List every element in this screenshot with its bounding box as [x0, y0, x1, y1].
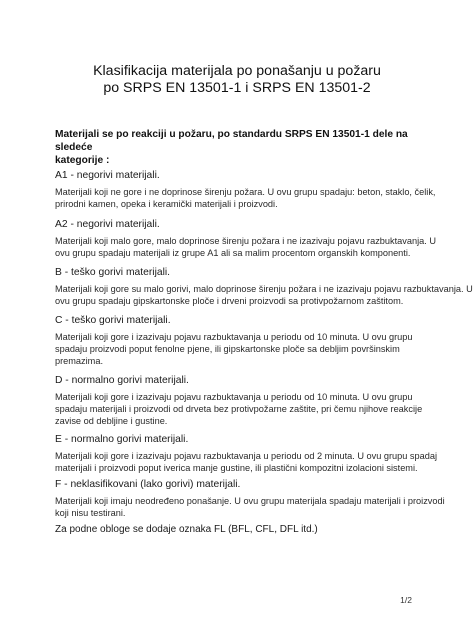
section-body: [55, 186, 435, 210]
section-line: Materijali koji gore i izazivaju pojavu razbuktavanja u periodu od 2 minuta. U ovu grupu spadaj: [55, 451, 438, 461]
section-line: Materijali koji imaju neodređeno ponašanje. U ovu grupu materijala spadaju materijali i proizvodi: [55, 496, 445, 506]
section-heading: A2 - negorivi materijali.: [55, 219, 160, 230]
page-title: [0, 63, 474, 97]
section-body: [55, 450, 438, 474]
section-line: spadaju proizvodi poput fenolne pjene, ili gipskartonske ploče sa debljim površinskim: [55, 344, 400, 354]
title-line-2: po SRPS EN 13501-1 i SRPS EN 13501-2: [103, 80, 371, 96]
section-heading: B - teško gorivi materijali.: [55, 267, 171, 278]
section-line: ovu grupu spadaju materijali iz grupe A1 ali sa malim procentom organskih komponenti.: [55, 248, 411, 258]
section-line: prirodni kamen, opeka i keramički materijali i proizvodi.: [55, 199, 278, 209]
section-a1: [55, 169, 435, 210]
section-body: [55, 495, 445, 519]
footer-note: Za podne obloge se dodaje oznaka FL (BFL, CFL, DFL itd.): [55, 524, 318, 535]
section-line: premazima.: [55, 356, 103, 366]
section-body: [55, 331, 435, 367]
intro-line-1: Materijali se po reakciji u požaru, po standardu SRPS EN 13501-1 dele na sledeće: [55, 129, 408, 153]
section-line: Materijali koji gore i izazivaju pojavu razbuktavanja u periodu od 10 minuta. U ovu grupu: [55, 332, 413, 342]
section-line: spadaju materijali i proizvodi od drveta bez protivpožarne zaštite, pri čemu njihove reakcije: [55, 404, 423, 414]
section-heading: F - neklasifikovani (lako gorivi) materijali.: [55, 479, 241, 490]
intro-line-2: kategorije :: [55, 155, 110, 166]
section-heading: C - teško gorivi materijali.: [55, 315, 171, 326]
section-line: Materijali koji gore i izazivaju pojavu razbuktavanja u periodu od 10 minuta. U ovu grupu: [55, 392, 413, 402]
section-heading: E - normalno gorivi materijali.: [55, 434, 189, 445]
section-b: [55, 266, 473, 307]
intro-paragraph: [55, 128, 430, 167]
section-line: materijali i proizvodi poput iverica manje gustine, ili plastični kompozitni izolacioni sistemi.: [55, 463, 418, 473]
section-line: ovu grupu spadaju gipskartonske ploče i drveni proizvodi sa protivpožarnom zaštitom.: [55, 296, 404, 306]
section-heading: D - normalno gorivi materijali.: [55, 375, 189, 386]
section-line: koji nisu testirani.: [55, 508, 126, 518]
page-number: 1/2: [400, 595, 412, 605]
section-line: Materijali koji malo gore, malo doprinose širenju požara i ne izazivaju pojavu razbuktavanja. U: [55, 236, 436, 246]
title-line-1: Klasifikacija materijala po ponašanju u požaru: [93, 63, 381, 79]
section-a2: [55, 218, 435, 259]
section-line: Materijali koji ne gore i ne doprinose širenju požara. U ovu grupu spadaju: beton, staklo, čelik,: [55, 187, 436, 197]
section-heading: A1 - negorivi materijali.: [55, 170, 160, 181]
section-f: [55, 478, 445, 519]
section-body: [55, 391, 435, 427]
section-e: [55, 433, 438, 474]
section-body: [55, 235, 435, 259]
section-body: [55, 283, 473, 307]
section-c: [55, 314, 435, 367]
section-d: [55, 374, 435, 427]
section-line: Materijali koji gore su malo gorivi, malo doprinose širenju požara i ne izazivaju pojavu razbuktavanja. U: [55, 284, 473, 294]
section-line: zavise od debljine i gustine.: [55, 416, 168, 426]
